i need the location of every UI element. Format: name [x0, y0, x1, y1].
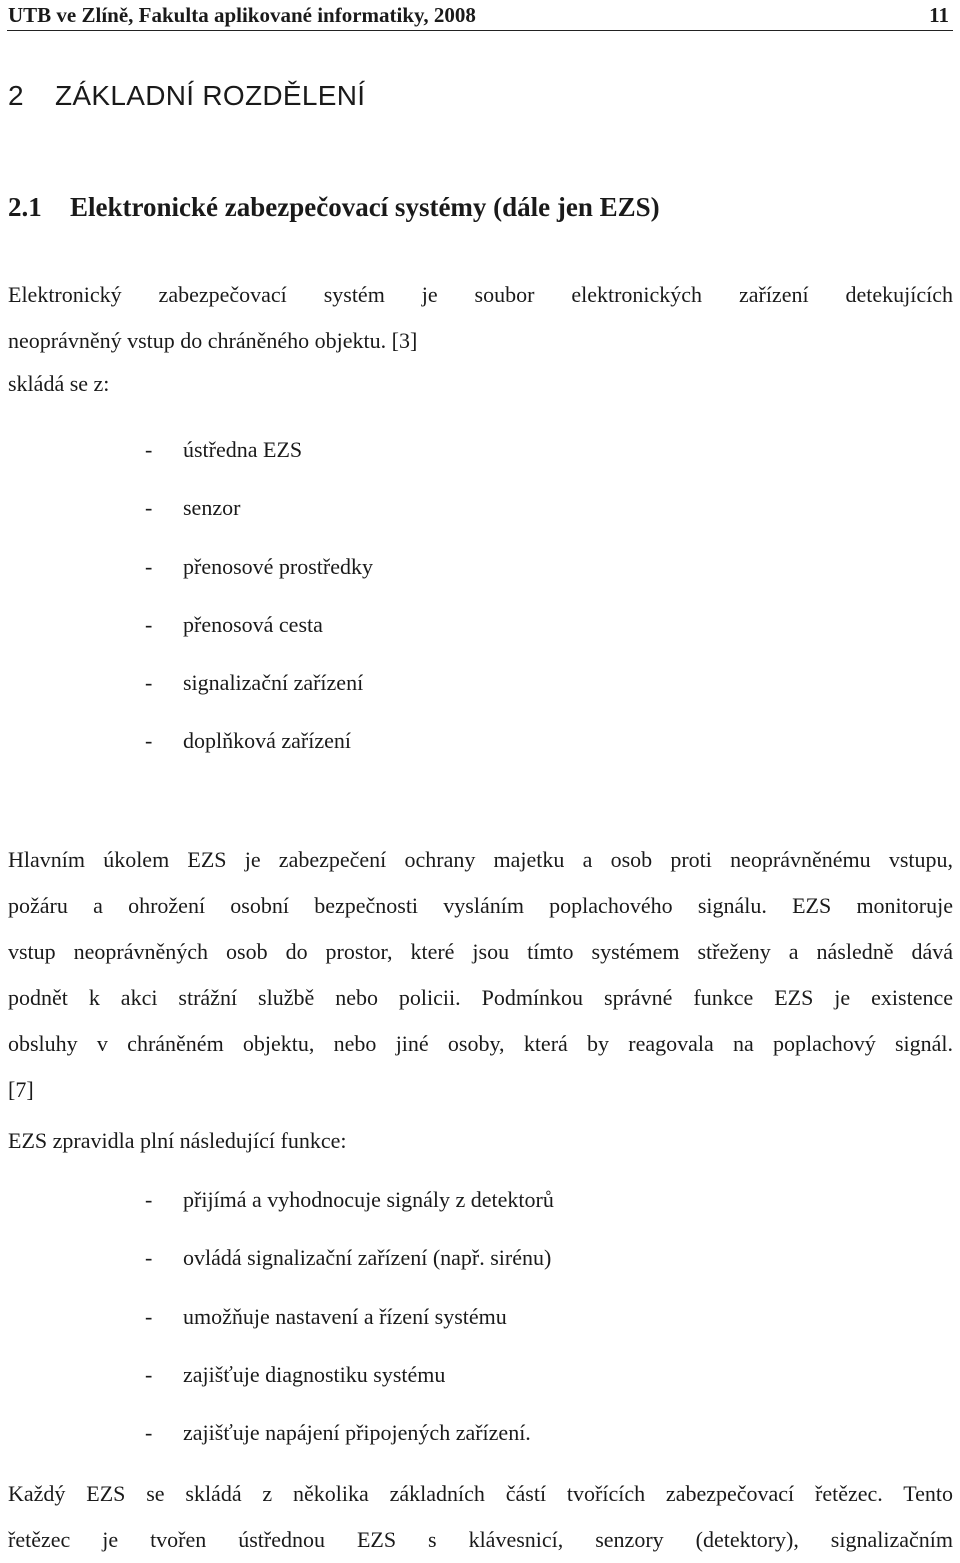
paragraph-chain [8, 1471, 953, 1563]
dash-bullet: - [145, 1361, 153, 1387]
section-heading [8, 192, 660, 223]
dash-bullet: - [145, 1187, 153, 1212]
list-item-text: přijímá a vyhodnocuje signály z detektorů [183, 1187, 554, 1212]
paragraph-line: Hlavním úkolem EZS je zabezpečení ochrany majetku a osob proti neoprávněnému vstupu, [8, 847, 953, 872]
paragraph-line: obsluhy v chráněném objektu, nebo jiné osoby, která by reagovala na poplachový signál. [8, 1030, 953, 1056]
dash-bullet: - [145, 495, 153, 521]
paragraph-line: požáru a ohrožení osobní bezpečnosti vysláním poplachového signálu. EZS monitoruje [8, 892, 953, 918]
list-item-text: signalizační zařízení [183, 670, 364, 696]
list-item [145, 1187, 554, 1245]
list-item [145, 1362, 554, 1420]
list-item-text: umožňuje nastavení a řízení systému [183, 1303, 507, 1329]
page-number: 11 [929, 3, 949, 27]
paragraph-line: Každý EZS se skládá z několika základních částí tvořících zabezpečovací řetězec. Tento [8, 1481, 953, 1506]
components-list [145, 437, 373, 787]
section-title: Elektronické zabezpečovací systémy (dále jen EZS) [70, 192, 660, 222]
list-item [145, 670, 373, 728]
dash-bullet: - [145, 1303, 153, 1329]
list-item [145, 437, 373, 495]
chapter-heading [8, 80, 365, 112]
dash-bullet: - [145, 728, 153, 754]
page-header [7, 0, 953, 31]
functions-list [145, 1187, 554, 1478]
header-title: UTB ve Zlíně, Fakulta aplikované informatiky, 2008 [8, 3, 476, 27]
list-item-text: přenosová cesta [183, 611, 323, 637]
paragraph-line: [7] [8, 1076, 34, 1102]
paragraph-line: neoprávněný vstup do chráněného objektu. [3] [8, 328, 418, 353]
list-item [145, 554, 373, 612]
list-item-text: zajišťuje diagnostiku systému [183, 1361, 446, 1387]
paragraph-line: podnět k akci strážní službě nebo policii. Podmínkou správné funkce EZS je existence [8, 984, 953, 1010]
paragraph-line: řetězec je tvořen ústřednou EZS s klávesnicí, senzory (detektory), signalizačním [8, 1527, 953, 1552]
dash-bullet: - [145, 1245, 153, 1271]
list-item-text: přenosové prostředky [183, 553, 374, 579]
paragraph-line: vstup neoprávněných osob do prostor, které jsou tímto systémem střeženy a následně dává [8, 938, 953, 964]
dash-bullet: - [145, 611, 153, 637]
list-item-text: senzor [183, 495, 241, 521]
list-item-text: doplňková zařízení [183, 728, 351, 754]
chapter-title: ZÁKLADNÍ ROZDĚLENÍ [55, 80, 366, 111]
list-item-text: ústředna EZS [183, 437, 303, 462]
dash-bullet: - [145, 437, 153, 462]
list-lead: skládá se z: [8, 371, 110, 396]
dash-bullet: - [145, 670, 153, 696]
list-item-text: zajišťuje napájení připojených zařízení. [183, 1420, 531, 1446]
list-item-text: ovládá signalizační zařízení (např. sirénu) [183, 1245, 552, 1271]
paragraph-definition [8, 272, 953, 364]
list-item [145, 728, 373, 786]
list-item [145, 495, 373, 553]
dash-bullet: - [145, 553, 153, 579]
chapter-number: 2 [8, 80, 24, 111]
list-lead: EZS zpravidla plní následující funkce: [8, 1128, 347, 1153]
dash-bullet: - [145, 1420, 153, 1446]
section-number: 2.1 [8, 192, 42, 222]
list-item [145, 1420, 554, 1478]
list-item [145, 1245, 554, 1303]
paragraph-line: Elektronický zabezpečovací systém je soubor elektronických zařízení detekujících [8, 282, 953, 307]
list-item [145, 1304, 554, 1362]
paragraph-purpose [8, 837, 953, 1112]
list-item [145, 612, 373, 670]
